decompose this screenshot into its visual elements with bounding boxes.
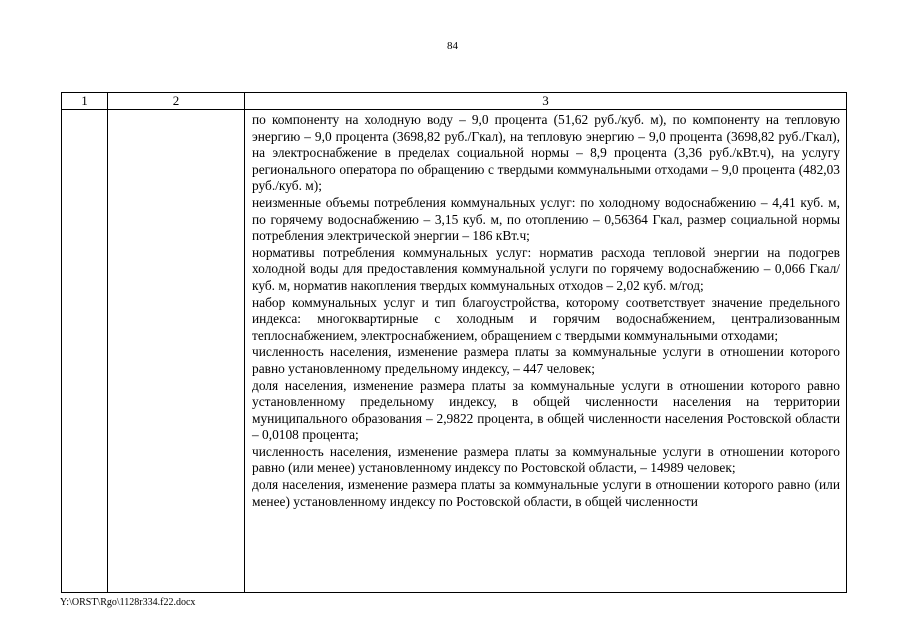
page-number: 84: [447, 40, 458, 52]
paragraph: доля населения, изменение размера платы за коммунальные услуги в отношении которого равно установленному предельному индексу, в общей численности населения на территории муниципального образования – 2,9822 процента, в общей численности населения Ростовской области – 0,0108 процента;: [252, 377, 840, 443]
paragraph: неизменные объемы потребления коммунальных услуг: по холодному водоснабжению – 4,41 куб. м, по горячему водоснабжению – 3,15 куб. м, по отоплению – 0,56364 Гкал, размер социальной нормы потребления электрической энергии – 186 кВт.ч;: [252, 194, 840, 244]
cell-col-3: [245, 110, 847, 593]
paragraph: доля населения, изменение размера платы за коммунальные услуги в отношении которого равно (или менее) установленному индексу по Ростовской области, в общей численности: [252, 477, 840, 509]
cell-col-1: [62, 110, 108, 593]
column-header-2: 2: [108, 93, 245, 110]
footer-file-path: Y:\ORST\Rgo\1128r334.f22.docx: [60, 597, 196, 608]
table-row: [62, 110, 847, 593]
paragraph: набор коммунальных услуг и тип благоустройства, которому соответствует значение предельного индекса: многоквартирные с холодным и горячим водоснабжением, централизованным теплоснабжением, электроснабжением, обращением с твердыми коммунальными отходами;: [252, 294, 840, 343]
column-header-1: 1: [62, 93, 108, 110]
cell-col-2: [108, 110, 245, 593]
paragraph: численность населения, изменение размера платы за коммунальные услуги в отношении которого равно (или менее) установленному индексу по Ростовской области, – 14989 человек;: [252, 443, 840, 476]
table-header-row: [62, 93, 847, 110]
column-header-3: 3: [245, 93, 847, 110]
paragraph: по компоненту на холодную воду – 9,0 процента (51,62 руб./куб. м), по компоненту на тепловую энергию – 9,0 процента (3698,82 руб./Гкал), на тепловую энергию – 9,0 процента (3698,82 руб./Гкал), на электроснабжение в пределах социальной нормы – 8,9 процента (3,36 руб./кВт.ч), на услугу регионального оператора по обращению с твердыми коммунальными отходами – 9,0 процента (482,03 руб./куб. м);: [252, 112, 840, 194]
document-table: [61, 92, 847, 593]
paragraph: нормативы потребления коммунальных услуг: норматив расхода тепловой энергии на подогрев холодной воды для предоставления коммунальной услуги по горячему водоснабжению – 0,066 Гкал/куб. м, норматив накопления твердых коммунальных отходов – 2,02 куб. м/год;: [252, 244, 840, 293]
paragraph: численность населения, изменение размера платы за коммунальные услуги в отношении которого равно установленному предельному индексу, – 447 человек;: [252, 344, 840, 376]
